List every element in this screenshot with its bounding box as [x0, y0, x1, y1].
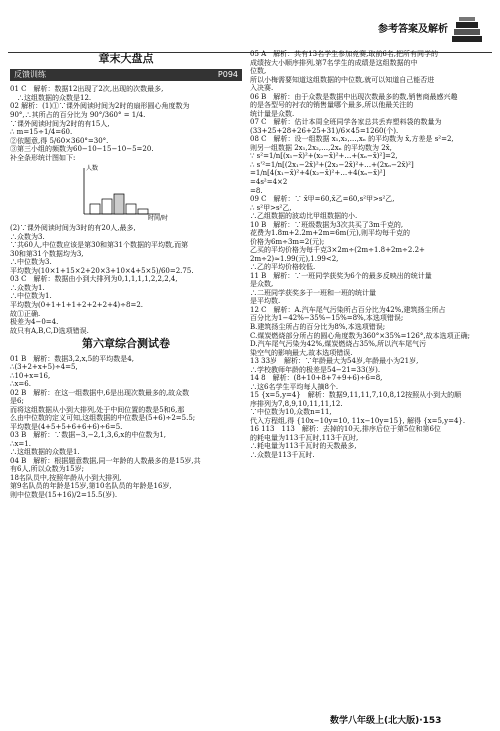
answer-line: 平均数为(0+1+1+1+2+2+2+4)÷8=2.	[10, 300, 144, 309]
answer-line: 百分比为1−42%−35%−15%=8%,本选项错误;	[250, 314, 404, 323]
answer-line: ∵ s²=1/n[(x₁−x̄)²+(x₂−x̄)²+…+(xₙ−x̄)²]=2,	[250, 152, 398, 161]
answer-line: 11 B 解析：∵一班同学获奖为6个的最多反映出的统计量	[250, 271, 432, 280]
feedback-bar	[10, 69, 242, 81]
answer-line: ∵课外阅读时间为2时的有15人,	[10, 119, 110, 128]
answer-line: 05 A 解析：共有13名学生参加竞赛,取前6名,把所有同学的	[250, 50, 438, 58]
answer-line: (33+25+28+26+25+31)/6×45=1260(个).	[250, 126, 399, 135]
answer-line: 12 C 解析：A.汽车尾气污染所占百分比为42%,建筑扬尘所占	[250, 305, 446, 314]
answer-line: 01 C 解析：数据12出现了2次,出现的次数最多,	[10, 85, 164, 94]
answer-line: 则中位数是(15+16)/2=15.5(岁).	[10, 491, 118, 499]
answer-line: 则另一组数据 2x₁,2x₂,…,2xₙ 的平均数为 2x̄,	[250, 143, 392, 152]
bar-1	[90, 204, 100, 214]
answer-line: ∴耗电量为113千瓦时的天数最多,	[250, 442, 357, 451]
page-ref: P094	[217, 70, 238, 80]
answer-line: 是6;	[10, 397, 24, 406]
answer-line: 花费为1.8m+2.2m+2m=6m(元),则平均每千克的	[250, 229, 411, 238]
answer-line: ∴10+x=16,	[10, 371, 51, 380]
answer-line: 故①正确.	[10, 309, 41, 318]
answer-line: B.建筑扬尘所占的百分比为8%,本选项错误;	[250, 323, 386, 331]
answer-line: 成绩按大小顺序排列,第7名学生的成绩是这组数据的中	[250, 58, 418, 67]
answer-line: ∵中位数为10,众数n=11,	[250, 408, 332, 417]
answer-line: 乙买的平均价格为每千克3×2m÷(2m÷1.8+2m÷2.2+	[250, 246, 425, 255]
section-title-review: 章末大盘点	[98, 52, 154, 65]
answers-block-1	[10, 85, 242, 162]
answer-line: (2)∵课外阅读时间为3时的有20人,最多,	[10, 224, 136, 233]
answer-line: ∴众数是113千瓦时.	[250, 450, 315, 459]
answer-line: ∴x=6.	[10, 380, 31, 389]
answer-line: ∴众数为3.	[10, 232, 45, 241]
answer-line: 18名队员中,按照年龄从小到大排列,	[10, 473, 122, 482]
answer-line: 所以小梅需要知道这组数据的中位数,就可以知道自己能否进	[250, 75, 435, 84]
bar-4	[126, 204, 136, 214]
answer-line: 16 113 113 解析：去掉的10天,排序后位于第5位和第6位	[250, 425, 441, 434]
books-icon	[450, 16, 484, 46]
answer-line: ∴ s'²=1/n[(2x₁−2x̄)²+(2x₂−2x̄)²+…+(2xₙ−2x̄)²]	[250, 160, 414, 169]
answer-line: 01 B 解析：数据3,2,x,5的平均数是4,	[10, 354, 134, 363]
feedback-label: 反馈训练	[14, 70, 46, 80]
answer-line: ∴这组数据的众数是12.	[10, 93, 92, 102]
answer-line: 2m÷2)≈1.99(元),1.99<2,	[250, 254, 339, 263]
answer-line: 么由中位数的定义可知,这组数据的中位数是(5+6)÷2=5.5;	[10, 414, 196, 423]
answer-line: ∴x=1.	[10, 439, 31, 448]
answer-line: 代入方程组,得 {10x−10y=10, 11x−10y=15}, 解得 {x=5,y=4}.	[250, 416, 466, 425]
answer-line: ∴ s²甲>s²乙,	[250, 203, 292, 212]
answer-line: 有6人,所以众数为15岁;	[10, 465, 84, 474]
answers-block-3	[10, 355, 242, 500]
answer-line: 04 B 解析：根据题意数据,同一年龄的人数最多的是15岁,共	[10, 456, 201, 465]
answer-line: ∴众数为1.	[10, 283, 45, 292]
answer-line: C.煤炭燃烧部分所占的圆心角度数为360°×35%=126°,故本选项正确;	[250, 331, 470, 340]
answer-line: 14 8 解析：(8+10+8+7+9+6)÷6=8,	[250, 374, 383, 383]
answer-line: 90°,∴其所占的百分比为 90°/360° = 1/4.	[10, 111, 146, 119]
answer-line: 13 33岁 解析：∵年龄最大为54岁,年龄最小为21岁,	[250, 357, 419, 366]
answer-line: ∴二班同学获奖多于一班和一班的统计量	[250, 288, 376, 297]
answer-line: 价格为6m÷3m=2(元);	[250, 237, 325, 246]
answers-block-right	[250, 50, 492, 460]
bar-chart	[70, 164, 170, 222]
answer-line: 故只有A,B,C,D选项错误.	[10, 326, 89, 335]
answer-line: 而将这组数据从小到大排列,处于中间位置的数是5和6,那	[10, 405, 185, 414]
answer-line: ∴学校教师年龄的极差是54−21=33(岁).	[250, 365, 381, 374]
answer-line: 02 解析：(1)①∵课外阅读时间为2时的扇形圆心角度数为	[10, 102, 190, 111]
answer-line: 02 B 解析：在这一组数据中,6是出现次数最多的,故众数	[10, 388, 190, 397]
answer-line: 07 C 解析：估计本周全班同学各家总共丢弃塑料袋的数量为	[250, 118, 442, 127]
answer-line: 30和第31个数据均为3,	[10, 249, 84, 258]
answer-line: 15 {x=5,y=4} 解析：数据9,11,11,7,10,8,12按照从小到大的顺	[250, 391, 462, 400]
answer-line: 平均数为(10×1+15×2+20×3+10×4+5×5)/60=2.75.	[10, 266, 194, 275]
answer-line: 06 B 解析：由于众数是数据中出现次数最多的数,销售商最感兴趣	[250, 92, 458, 101]
answer-line: 10 B 解析：∵班级数据为3次共买了3m千克的,	[250, 220, 404, 229]
answer-line: 第9名队员的年龄是15岁,第10名队员的年龄是16岁,	[10, 482, 172, 491]
answer-line: ∴乙组数据的波动比甲组数据的小.	[250, 212, 358, 221]
answer-line: 是众数,	[250, 280, 274, 289]
answer-line: 染空气的影响最大,故本选项错误.	[250, 348, 353, 357]
answer-line: ∴这6名学生平均每人摘8个.	[250, 382, 339, 391]
bar-3	[114, 194, 124, 214]
answer-line: ∴这组数据的众数是1.	[10, 448, 80, 457]
answer-line: 极差为4−0=4.	[10, 318, 59, 327]
header-title: 参考答案及解析	[378, 24, 448, 35]
answer-line: 03 B 解析：∵数据−3,−2,1,3,6,x的中位数为1,	[10, 431, 167, 440]
answer-line: ∴中位数为1.	[10, 292, 52, 301]
answer-line: D.汽车尾气污染为42%,煤炭燃烧占35%,所以汽车尾气污	[250, 340, 427, 349]
chart-xlabel: 时间/时	[148, 215, 169, 223]
answer-line: 是平均数.	[250, 297, 281, 306]
chart-ylabel: 人数	[86, 165, 99, 173]
answer-line: ∴乙的平均价格较低.	[250, 263, 316, 272]
answer-line: ②依题意,得 5/60×360°=30°.	[10, 136, 109, 145]
answer-line: ∴中位数为3.	[10, 258, 52, 267]
answer-line: ∴(3+2+x+5)÷4=5,	[10, 363, 78, 372]
answer-line: 入决赛.	[250, 84, 274, 93]
answer-line: 位数,	[250, 67, 267, 76]
answer-line: 的是各型号的衬衣的销售量哪个最多,所以他最关注的	[250, 101, 414, 110]
answer-line: 08 C 解析：设一组数据 x₁,x₂,…,xₙ 的平均数为 x̄,方差是 s²=2,	[250, 135, 454, 144]
left-column	[10, 50, 242, 500]
answer-line: 序排列为7,8,9,10,11,11,12.	[250, 399, 343, 408]
answer-line: =4s²=4×2	[250, 177, 288, 186]
answer-line: ③第三小组的频数为60−10−15−10−5=20.	[10, 145, 154, 154]
section-title-test: 第六章综合测试卷	[82, 337, 170, 351]
bar-2	[102, 199, 112, 214]
answer-line: 平均数是(4+5+5+6+6+6)÷6=5.	[10, 422, 123, 431]
page-footer: 数学八年级上(北大版)·153	[330, 716, 442, 726]
right-column	[250, 50, 492, 460]
answer-line: =1/n[4(x₁−x̄)²+4(x₂−x̄)²+…+4(xₙ−x̄)²]	[250, 169, 386, 178]
answer-line: ∴ m=15÷1/4=60.	[10, 128, 73, 137]
answers-block-2	[10, 224, 242, 335]
answer-line: 的耗电量为113千瓦时,113千瓦时,	[250, 433, 359, 442]
answer-line: ∵共60人,中位数应该是第30和第31个数据的平均数,而第	[10, 241, 189, 250]
answer-line: 09 C 解析：∵ x̄甲=60,x̄乙=60,s²甲>s²乙,	[250, 195, 395, 204]
answer-line: =8.	[250, 186, 263, 195]
bar-5	[138, 209, 148, 214]
answer-line: 统计量是众数.	[250, 109, 295, 118]
answer-line: 补全条形统计图如下:	[10, 153, 76, 162]
answer-line: 03 C 解析：数据由小到大排列为0,1,1,1,1,2,2,2,4,	[10, 275, 178, 284]
page-header	[8, 8, 492, 46]
